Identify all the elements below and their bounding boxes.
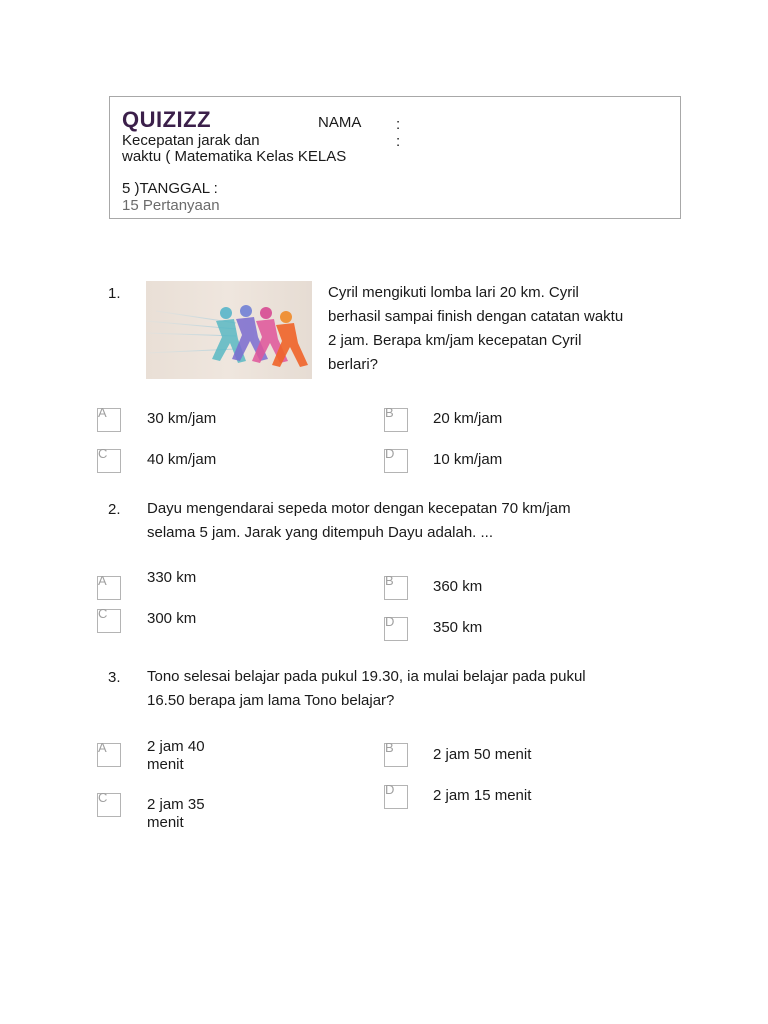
option-letter: B: [385, 740, 394, 755]
question-3-line-2: 16.50 berapa jam lama Tono belajar?: [147, 692, 395, 709]
option-letter: A: [98, 405, 107, 420]
q3-option-d-text: 2 jam 15 menit: [433, 787, 532, 804]
option-letter: C: [98, 446, 108, 461]
q2-option-b-checkbox[interactable]: [384, 573, 408, 600]
option-letter: A: [98, 740, 107, 755]
option-letter: A: [98, 573, 107, 588]
q3-option-c-checkbox[interactable]: [97, 790, 121, 817]
question-2-number: 2.: [108, 501, 121, 518]
q3-option-c-text: [147, 796, 205, 832]
q2-option-a-text: 330 km: [147, 569, 197, 586]
question-3-text: [147, 665, 707, 713]
question-1-line-3: 2 jam. Berapa km/jam kecepatan Cyril: [328, 332, 582, 349]
option-letter: D: [385, 614, 395, 629]
option-letter: D: [385, 446, 395, 461]
option-letter: C: [98, 606, 108, 621]
q2-option-c-text: 300 km: [147, 610, 197, 627]
q3-option-d-checkbox[interactable]: [384, 782, 408, 809]
q3-option-c-line-1: 2 jam 35: [147, 796, 205, 813]
q1-option-b-text: 20 km/jam: [433, 410, 503, 427]
q3-option-a-text: [147, 738, 205, 774]
question-1-line-1: Cyril mengikuti lomba lari 20 km. Cyril: [328, 284, 579, 301]
q3-option-b-text: 2 jam 50 menit: [433, 746, 532, 763]
kelas-colon: :: [396, 133, 401, 150]
question-1-text: [328, 281, 673, 377]
nama-colon: :: [396, 116, 401, 133]
q1-option-a-text: 30 km/jam: [147, 410, 217, 427]
q1-option-b-checkbox[interactable]: [384, 405, 408, 432]
nama-label: NAMA: [318, 114, 362, 131]
question-1-number: 1.: [108, 285, 121, 302]
q1-option-d-checkbox[interactable]: [384, 446, 408, 473]
q3-option-b-checkbox[interactable]: [384, 740, 408, 767]
question-2-line-1: Dayu mengendarai sepeda motor dengan kecepatan 70 km/jam: [147, 500, 571, 517]
q2-option-a-checkbox[interactable]: [97, 573, 121, 600]
option-letter: D: [385, 782, 395, 797]
q2-option-c-checkbox[interactable]: [97, 606, 121, 633]
question-2-text: [147, 497, 707, 545]
q3-option-a-checkbox[interactable]: [97, 740, 121, 767]
question-3-line-1: Tono selesai belajar pada pukul 19.30, ia mulai belajar pada pukul: [147, 668, 586, 685]
option-letter: C: [98, 790, 108, 805]
q3-option-a-line-2: menit: [147, 756, 184, 773]
tanggal-label: 5 )TANGGAL :: [122, 180, 218, 197]
q2-option-b-text: 360 km: [433, 578, 483, 595]
q3-option-a-line-1: 2 jam 40: [147, 738, 205, 755]
runners-illustration: [146, 281, 312, 379]
q1-option-a-checkbox[interactable]: [97, 405, 121, 432]
q3-option-c-line-2: menit: [147, 814, 184, 831]
option-letter: B: [385, 573, 394, 588]
quizizz-logo: QUIZIZZ: [122, 107, 212, 132]
quiz-title-line-2: waktu ( Matematika Kelas KELAS: [122, 148, 347, 165]
question-3-number: 3.: [108, 669, 121, 686]
question-count: 15 Pertanyaan: [122, 197, 220, 214]
q1-option-c-checkbox[interactable]: [97, 446, 121, 473]
question-2-line-2: selama 5 jam. Jarak yang ditempuh Dayu adalah. ...: [147, 524, 494, 541]
q1-option-d-text: 10 km/jam: [433, 451, 503, 468]
q2-option-d-text: 350 km: [433, 619, 483, 636]
q1-option-c-text: 40 km/jam: [147, 451, 217, 468]
question-1-line-2: berhasil sampai finish dengan catatan waktu: [328, 308, 624, 325]
quiz-title-line-1: Kecepatan jarak dan: [122, 132, 260, 149]
option-letter: B: [385, 405, 394, 420]
q2-option-d-checkbox[interactable]: [384, 614, 408, 641]
question-1-line-4: berlari?: [328, 356, 379, 373]
runner-image: [146, 281, 312, 379]
